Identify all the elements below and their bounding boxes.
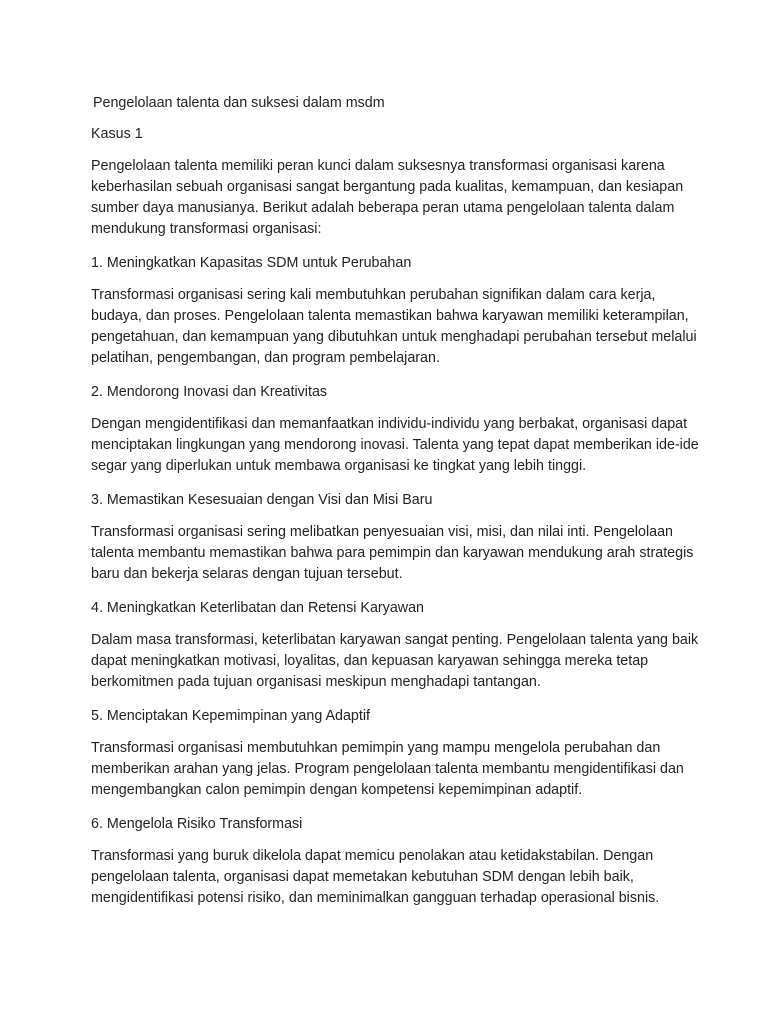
paragraph-line: budaya, dan proses. Pengelolaan talenta memastikan bahwa karyawan memiliki keterampilan, (91, 308, 689, 324)
intro-line: Pengelolaan talenta memiliki peran kunci dalam suksesnya transformasi organisasi karena (91, 158, 665, 174)
intro-paragraph (91, 156, 691, 240)
paragraph-line: Transformasi organisasi membutuhkan pemimpin yang mampu mengelola perubahan dan (91, 740, 661, 756)
case-label: Kasus 1 (91, 126, 143, 142)
paragraph-line: pelatihan, pengembangan, dan program pembelajaran. (91, 350, 440, 366)
section-heading-1: 1. Meningkatkan Kapasitas SDM untuk Perubahan (91, 255, 412, 271)
paragraph-line: Transformasi organisasi sering kali membutuhkan perubahan signifikan dalam cara kerja, (91, 287, 656, 303)
paragraph-line: memberikan arahan yang jelas. Program pengelolaan talenta membantu mengidentifikasi dan (91, 761, 684, 777)
document-title: Pengelolaan talenta dan suksesi dalam msdm (89, 95, 385, 111)
section-heading-6: 6. Mengelola Risiko Transformasi (91, 816, 303, 832)
paragraph-line: Transformasi organisasi sering melibatkan penyesuaian visi, misi, dan nilai inti. Pengelolaan (91, 524, 673, 540)
intro-line: sumber daya manusianya. Berikut adalah beberapa peran utama pengelolaan talenta dalam (91, 200, 675, 216)
intro-line: keberhasilan sebuah organisasi sangat bergantung pada kualitas, kemampuan, dan kesiapan (91, 179, 684, 195)
intro-line: mendukung transformasi organisasi: (91, 221, 322, 237)
paragraph-line: berkomitmen pada tujuan organisasi meskipun menghadapi tantangan. (91, 674, 541, 690)
section-paragraph-5 (91, 738, 691, 801)
paragraph-line: mengembangkan calon pemimpin dengan kompetensi kepemimpinan adaptif. (91, 782, 583, 798)
section-paragraph-1 (91, 285, 697, 369)
document-page (89, 93, 699, 922)
section-paragraph-4 (91, 630, 699, 693)
paragraph-line: baru dan bekerja selaras dengan tujuan tersebut. (91, 566, 403, 582)
section-heading-5: 5. Menciptakan Kepemimpinan yang Adaptif (91, 708, 370, 724)
paragraph-line: Dengan mengidentifikasi dan memanfaatkan individu-individu yang berbakat, organisasi dapat (91, 416, 688, 432)
paragraph-line: mengidentifikasi potensi risiko, dan meminimalkan gangguan terhadap operasional bisnis. (91, 890, 660, 906)
paragraph-line: Dalam masa transformasi, keterlibatan karyawan sangat penting. Pengelolaan talenta yang baik (91, 632, 699, 648)
paragraph-line: segar yang diperlukan untuk membawa organisasi ke tingkat yang lebih tinggi. (91, 458, 587, 474)
section-paragraph-3 (91, 522, 694, 585)
paragraph-line: dapat meningkatkan motivasi, loyalitas, dan kepuasan karyawan sehingga mereka tetap (91, 653, 649, 669)
section-paragraph-2 (91, 414, 699, 477)
section-paragraph-6 (91, 846, 691, 909)
paragraph-line: Transformasi yang buruk dikelola dapat memicu penolakan atau ketidakstabilan. Dengan (91, 848, 654, 864)
paragraph-line: pengetahuan, dan kemampuan yang dibutuhkan untuk menghadapi perubahan tersebut melalui (91, 329, 697, 345)
section-heading-3: 3. Memastikan Kesesuaian dengan Visi dan Misi Baru (91, 492, 433, 508)
paragraph-line: talenta membantu memastikan bahwa para pemimpin dan karyawan mendukung arah strategis (91, 545, 694, 561)
section-heading-2: 2. Mendorong Inovasi dan Kreativitas (91, 384, 328, 400)
paragraph-line: menciptakan lingkungan yang mendorong inovasi. Talenta yang tepat dapat memberikan ide-ide (91, 437, 699, 453)
paragraph-line: pengelolaan talenta, organisasi dapat memetakan kebutuhan SDM dengan lebih baik, (91, 869, 634, 885)
section-heading-4: 4. Meningkatkan Keterlibatan dan Retensi Karyawan (91, 600, 425, 616)
